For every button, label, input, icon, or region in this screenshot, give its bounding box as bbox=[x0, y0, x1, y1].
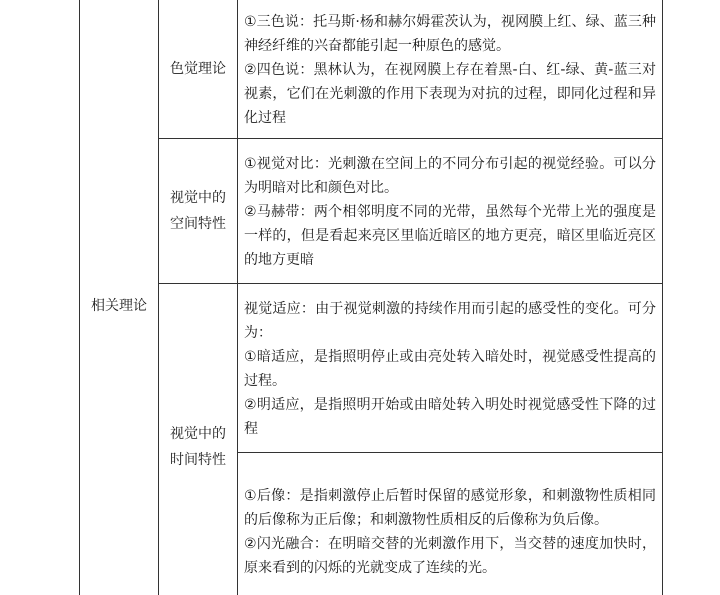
table-row bbox=[80, 0, 663, 139]
category-cell bbox=[80, 0, 159, 595]
sub-topic-cell bbox=[159, 284, 238, 595]
sub-topic-label: 视觉中的空间特性 bbox=[170, 190, 226, 232]
content-paragraph: ①后像：是指刺激停止后暂时保留的感觉形象，和刺激物性质相同的后像称为正后像；和刺激物性质相反的后像称为负后像。 bbox=[244, 488, 656, 528]
content-paragraph: ②闪光融合：在明暗交替的光刺激作用下，当交替的速度加快时，原来看到的闪烁的光就变成了连续的光。 bbox=[244, 536, 656, 576]
content-cell bbox=[238, 284, 663, 453]
sub-topic-label: 视觉中的时间特性 bbox=[170, 425, 226, 468]
content-paragraph: 视觉适应：由于视觉刺激的持续作用而引起的感受性的变化。可分为： bbox=[244, 301, 656, 341]
sub-topic-cell bbox=[159, 0, 238, 139]
category-label: 相关理论 bbox=[91, 297, 147, 314]
content-paragraph: ②明适应，是指照明开始或由暗处转入明处时视觉感受性下降的过程 bbox=[244, 397, 656, 437]
content-cell bbox=[238, 139, 663, 284]
theory-table bbox=[79, 0, 663, 595]
content-paragraph: ②四色说：黑林认为，在视网膜上存在着黑-白、红-绿、黄-蓝三对视素，它们在光刺激的作用下表现为对抗的过程，即同化过程和异化过程 bbox=[244, 62, 656, 126]
table-row bbox=[80, 284, 663, 453]
content-cell bbox=[238, 453, 663, 595]
content-paragraph: ①视觉对比：光刺激在空间上的不同分布引起的视觉经验。可以分为明暗对比和颜色对比。 bbox=[244, 156, 656, 196]
content-paragraph: ①暗适应，是指照明停止或由亮处转入暗处时，视觉感受性提高的过程。 bbox=[244, 349, 656, 389]
content-cell bbox=[238, 0, 663, 139]
sub-topic-cell bbox=[159, 139, 238, 284]
table-row bbox=[80, 139, 663, 284]
content-paragraph: ②马赫带：两个相邻明度不同的光带，虽然每个光带上光的强度是一样的，但是看起来亮区里临近暗区的地方更亮，暗区里临近亮区的地方更暗 bbox=[244, 204, 656, 268]
sub-topic-label: 色觉理论 bbox=[170, 61, 226, 77]
content-paragraph: ①三色说：托马斯·杨和赫尔姆霍茨认为，视网膜上红、绿、蓝三种神经纤维的兴奋都能引起一种原色的感觉。 bbox=[244, 14, 656, 54]
